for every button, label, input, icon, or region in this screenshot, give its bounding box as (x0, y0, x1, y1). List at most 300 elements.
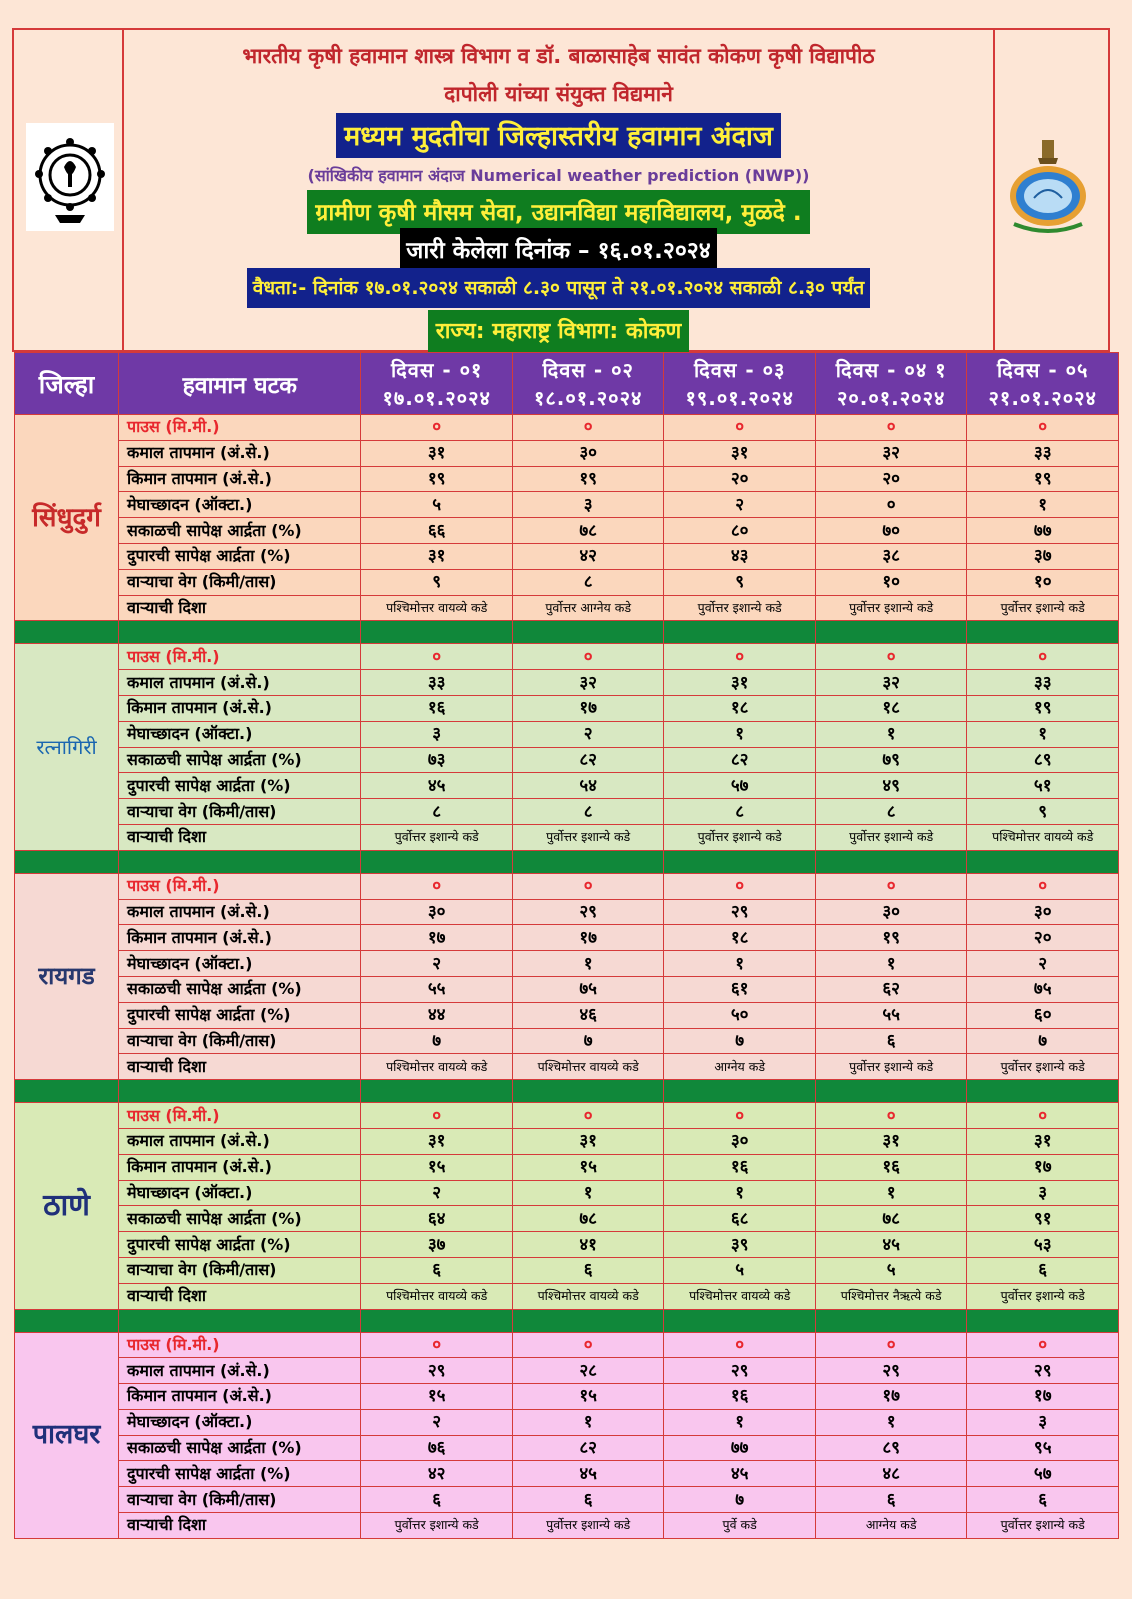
table-row (15, 644, 1119, 670)
left-logo-cell (14, 30, 124, 350)
value-cell: ४४ (361, 1002, 513, 1028)
value-cell: ३१ (664, 670, 816, 696)
value-cell: ७ (664, 1028, 816, 1054)
value-cell: ० (815, 1332, 967, 1358)
parameter-label: कमाल तापमान (अं.से.) (119, 899, 361, 925)
parameter-label: वाऱ्याची दिशा (119, 595, 361, 621)
parameter-label: कमाल तापमान (अं.से.) (119, 1358, 361, 1384)
district-name-sindhudurg: सिंधुदुर्ग (15, 415, 119, 621)
parameter-label: पाउस (मि.मी.) (119, 873, 361, 899)
table-row (15, 670, 1119, 696)
value-cell: ६ (967, 1257, 1119, 1283)
value-cell: १५ (361, 1154, 513, 1180)
value-cell: ४५ (361, 773, 513, 799)
district-name-ratnagiri: रत्नागिरी (15, 644, 119, 850)
value-cell: ० (512, 1332, 664, 1358)
value-cell: १९ (815, 925, 967, 951)
value-cell: १७ (512, 695, 664, 721)
university-emblem-icon (26, 123, 114, 231)
value-cell: २९ (815, 1358, 967, 1384)
value-cell: १६ (664, 1154, 816, 1180)
value-cell: २ (361, 1409, 513, 1435)
table-row (15, 492, 1119, 518)
table-row (15, 1232, 1119, 1258)
district-separator (15, 1309, 1119, 1332)
value-cell: ४६ (512, 1002, 664, 1028)
parameter-label: सकाळची सापेक्ष आर्द्रता (%) (119, 1435, 361, 1461)
value-cell: ३२ (512, 670, 664, 696)
header-line-1: भारतीय कृषी हवामान शास्त्र विभाग व डॉ. बाळासाहेब सावंत कोकण कृषी विद्यापीठ (242, 44, 875, 68)
value-cell: ६४ (361, 1206, 513, 1232)
parameter-label: मेघाच्छादन (ऑक्टा.) (119, 1409, 361, 1435)
wind-direction-cell: पुर्वोत्तर इशान्ये कडे (967, 1054, 1119, 1080)
value-cell: ३७ (361, 1232, 513, 1258)
value-cell: ३९ (664, 1232, 816, 1258)
value-cell: २९ (967, 1358, 1119, 1384)
value-cell: ६६ (361, 518, 513, 544)
value-cell: ७८ (512, 518, 664, 544)
wind-direction-cell: पुर्वोत्तर इशान्ये कडे (967, 595, 1119, 621)
service-name: ग्रामीण कृषी मौसम सेवा, उद्यानविद्या महाविद्यालय, मुळदे . (307, 190, 809, 234)
value-cell: ० (967, 1103, 1119, 1129)
value-cell: १७ (967, 1384, 1119, 1410)
value-cell: ३१ (361, 1128, 513, 1154)
wind-direction-cell: पश्चिमोत्तर वायव्ये कडे (361, 595, 513, 621)
parameter-label: किमान तापमान (अं.से.) (119, 695, 361, 721)
issued-date: जारी केलेला दिनांक – १६.०१.२०२४ (400, 228, 716, 272)
value-cell: ७६ (361, 1435, 513, 1461)
value-cell: १९ (967, 466, 1119, 492)
parameter-label: मेघाच्छादन (ऑक्टा.) (119, 492, 361, 518)
value-cell: २ (361, 951, 513, 977)
wind-direction-cell: पुर्वोत्तर इशान्ये कडे (967, 1283, 1119, 1309)
parameter-label: वाऱ्याचा वेग (किमी/तास) (119, 569, 361, 595)
value-cell: १ (512, 1409, 664, 1435)
value-cell: २८ (512, 1358, 664, 1384)
wind-direction-cell: पुर्वे कडे (664, 1513, 816, 1539)
parameter-label: दुपारची सापेक्ष आर्द्रता (%) (119, 1461, 361, 1487)
value-cell: ६ (815, 1487, 967, 1513)
value-cell: १ (664, 721, 816, 747)
value-cell: ० (512, 1103, 664, 1129)
value-cell: ८२ (512, 1435, 664, 1461)
value-cell: ६८ (664, 1206, 816, 1232)
parameter-label: मेघाच्छादन (ऑक्टा.) (119, 1180, 361, 1206)
value-cell: ३० (361, 899, 513, 925)
district-separator (15, 850, 1119, 873)
parameter-column-header: हवामान घटक (119, 353, 361, 415)
value-cell: ३ (967, 1180, 1119, 1206)
table-row (15, 595, 1119, 621)
table-row (15, 518, 1119, 544)
value-cell: ० (815, 644, 967, 670)
value-cell: १५ (512, 1154, 664, 1180)
parameter-label: दुपारची सापेक्ष आर्द्रता (%) (119, 773, 361, 799)
parameter-label: दुपारची सापेक्ष आर्द्रता (%) (119, 1232, 361, 1258)
value-cell: ० (815, 1103, 967, 1129)
value-cell: ६ (361, 1487, 513, 1513)
value-cell: ३३ (361, 670, 513, 696)
parameter-label: पाउस (मि.मी.) (119, 644, 361, 670)
table-row (15, 1487, 1119, 1513)
value-cell: ७९ (815, 747, 967, 773)
value-cell: ३१ (361, 543, 513, 569)
parameter-label: किमान तापमान (अं.से.) (119, 466, 361, 492)
wind-direction-cell: पुर्वोत्तर इशान्ये कडे (967, 1513, 1119, 1539)
value-cell: १ (664, 1180, 816, 1206)
table-row (15, 899, 1119, 925)
value-cell: ५१ (967, 773, 1119, 799)
table-row (15, 951, 1119, 977)
value-cell: ५ (664, 1257, 816, 1283)
district-name-raigad: रायगड (15, 873, 119, 1079)
value-cell: १ (815, 951, 967, 977)
header-subtitle: (सांखिकीय हवामान अंदाज Numerical weather prediction (NWP)) (307, 166, 810, 185)
value-cell: १६ (815, 1154, 967, 1180)
value-cell: ८ (361, 799, 513, 825)
value-cell: ३० (664, 1128, 816, 1154)
value-cell: ० (815, 415, 967, 441)
value-cell: ५ (815, 1257, 967, 1283)
value-cell: १ (512, 951, 664, 977)
value-cell: ४२ (361, 1461, 513, 1487)
value-cell: ४५ (664, 1461, 816, 1487)
value-cell: ४८ (815, 1461, 967, 1487)
value-cell: १८ (664, 695, 816, 721)
value-cell: ३१ (967, 1128, 1119, 1154)
table-header-row (15, 353, 1119, 415)
value-cell: ७७ (967, 518, 1119, 544)
table-row (15, 1103, 1119, 1129)
district-separator (15, 1080, 1119, 1103)
value-cell: ५५ (815, 1002, 967, 1028)
page-title: मध्यम मुदतीचा जिल्हास्तरीय हवामान अंदाज (336, 113, 781, 158)
value-cell: ७५ (967, 976, 1119, 1002)
parameter-label: पाउस (मि.मी.) (119, 1103, 361, 1129)
value-cell: २ (512, 721, 664, 747)
wind-direction-cell: पुर्वोत्तर आग्नेय कडे (512, 595, 664, 621)
value-cell: ५० (664, 1002, 816, 1028)
value-cell: १९ (512, 466, 664, 492)
value-cell: ३१ (361, 440, 513, 466)
wind-direction-cell: आग्नेय कडे (664, 1054, 816, 1080)
value-cell: ९१ (967, 1206, 1119, 1232)
table-row (15, 976, 1119, 1002)
value-cell: ८९ (815, 1435, 967, 1461)
parameter-label: कमाल तापमान (अं.से.) (119, 1128, 361, 1154)
table-row (15, 543, 1119, 569)
value-cell: ८९ (967, 747, 1119, 773)
district-name-palghar: पालघर (15, 1332, 119, 1538)
value-cell: ७३ (361, 747, 513, 773)
value-cell: २९ (512, 899, 664, 925)
table-row (15, 1384, 1119, 1410)
value-cell: २९ (361, 1358, 513, 1384)
wind-direction-cell: पुर्वोत्तर इशान्ये कडे (815, 595, 967, 621)
parameter-label: किमान तापमान (अं.से.) (119, 925, 361, 951)
table-row (15, 1028, 1119, 1054)
value-cell: २९ (664, 1358, 816, 1384)
table-row (15, 1283, 1119, 1309)
table-row (15, 747, 1119, 773)
parameter-label: वाऱ्याचा वेग (किमी/तास) (119, 799, 361, 825)
value-cell: १ (815, 721, 967, 747)
value-cell: ५७ (967, 1461, 1119, 1487)
wind-direction-cell: पश्चिमोत्तर वायव्ये कडे (512, 1283, 664, 1309)
value-cell: ७ (967, 1028, 1119, 1054)
value-cell: ० (361, 873, 513, 899)
wind-direction-cell: पुर्वोत्तर इशान्ये कडे (664, 824, 816, 850)
value-cell: ३० (512, 440, 664, 466)
value-cell: १९ (967, 695, 1119, 721)
parameter-label: पाउस (मि.मी.) (119, 415, 361, 441)
value-cell: ४२ (512, 543, 664, 569)
value-cell: ४५ (815, 1232, 967, 1258)
value-cell: १६ (664, 1384, 816, 1410)
validity-period: वैधता:- दिनांक १७.०१.२०२४ सकाळी ८.३० पासून ते २१.०१.२०२४ सकाळी ८.३० पर्यंत (247, 268, 870, 308)
value-cell: ६२ (815, 976, 967, 1002)
value-cell: ३ (361, 721, 513, 747)
table-row (15, 1435, 1119, 1461)
value-cell: ७० (815, 518, 967, 544)
value-cell: ० (815, 873, 967, 899)
table-row (15, 1358, 1119, 1384)
imd-emblem-icon (1003, 138, 1093, 238)
value-cell: ५५ (361, 976, 513, 1002)
district-separator (15, 621, 1119, 644)
value-cell: ६० (967, 1002, 1119, 1028)
table-row (15, 569, 1119, 595)
wind-direction-cell: पश्चिमोत्तर वायव्ये कडे (664, 1283, 816, 1309)
right-logo-cell (993, 30, 1108, 350)
value-cell: ३८ (815, 543, 967, 569)
value-cell: १९ (361, 466, 513, 492)
value-cell: १ (815, 1409, 967, 1435)
parameter-label: दुपारची सापेक्ष आर्द्रता (%) (119, 1002, 361, 1028)
wind-direction-cell: पश्चिमोत्तर वायव्ये कडे (512, 1054, 664, 1080)
value-cell: ५७ (664, 773, 816, 799)
value-cell: ० (967, 873, 1119, 899)
wind-direction-cell: पुर्वोत्तर इशान्ये कडे (815, 824, 967, 850)
value-cell: ६ (512, 1257, 664, 1283)
table-row (15, 1002, 1119, 1028)
table-row (15, 1409, 1119, 1435)
value-cell: २ (361, 1180, 513, 1206)
value-cell: ० (361, 644, 513, 670)
value-cell: १ (664, 951, 816, 977)
value-cell: ३७ (967, 543, 1119, 569)
value-cell: ३२ (815, 670, 967, 696)
value-cell: ३ (967, 1409, 1119, 1435)
value-cell: ४५ (512, 1461, 664, 1487)
table-row (15, 925, 1119, 951)
wind-direction-cell: पश्चिमोत्तर वायव्ये कडे (361, 1054, 513, 1080)
table-row (15, 1461, 1119, 1487)
parameter-label: पाउस (मि.मी.) (119, 1332, 361, 1358)
table-row (15, 824, 1119, 850)
value-cell: १ (967, 721, 1119, 747)
value-cell: ९ (361, 569, 513, 595)
wind-direction-cell: पुर्वोत्तर इशान्ये कडे (512, 824, 664, 850)
value-cell: ९ (664, 569, 816, 595)
parameter-label: वाऱ्याचा वेग (किमी/तास) (119, 1487, 361, 1513)
value-cell: ५ (361, 492, 513, 518)
value-cell: ३१ (815, 1128, 967, 1154)
parameter-label: किमान तापमान (अं.से.) (119, 1154, 361, 1180)
value-cell: ६ (512, 1487, 664, 1513)
value-cell: ० (361, 1332, 513, 1358)
table-row (15, 1154, 1119, 1180)
value-cell: ४१ (512, 1232, 664, 1258)
wind-direction-cell: पश्चिमोत्तर वायव्ये कडे (361, 1283, 513, 1309)
header-banner (12, 28, 1110, 352)
value-cell: २० (815, 466, 967, 492)
table-row (15, 1257, 1119, 1283)
day-1-header: दिवस - ०१ १७.०१.२०२४ (361, 353, 513, 415)
value-cell: १७ (815, 1384, 967, 1410)
value-cell: ६१ (664, 976, 816, 1002)
parameter-label: कमाल तापमान (अं.से.) (119, 440, 361, 466)
value-cell: २९ (664, 899, 816, 925)
wind-direction-cell: पुर्वोत्तर इशान्ये कडे (361, 1513, 513, 1539)
parameter-label: कमाल तापमान (अं.से.) (119, 670, 361, 696)
value-cell: ८२ (512, 747, 664, 773)
value-cell: ७ (361, 1028, 513, 1054)
value-cell: ७८ (512, 1206, 664, 1232)
value-cell: ० (664, 415, 816, 441)
value-cell: १० (967, 569, 1119, 595)
forecast-table (14, 352, 1119, 1539)
table-row (15, 440, 1119, 466)
day-2-header: दिवस - ०२ १८.०१.२०२४ (512, 353, 664, 415)
value-cell: ३० (967, 899, 1119, 925)
value-cell: १० (815, 569, 967, 595)
value-cell: ८ (512, 569, 664, 595)
parameter-label: मेघाच्छादन (ऑक्टा.) (119, 951, 361, 977)
value-cell: १ (967, 492, 1119, 518)
value-cell: ० (967, 644, 1119, 670)
region-label: राज्य: महाराष्ट्र विभाग: कोकण (428, 310, 690, 353)
day-5-header: दिवस - ०५ २१.०१.२०२४ (967, 353, 1119, 415)
value-cell: ६ (815, 1028, 967, 1054)
value-cell: २ (664, 492, 816, 518)
wind-direction-cell: पश्चिमोत्तर नैऋत्ये कडे (815, 1283, 967, 1309)
value-cell: ० (967, 1332, 1119, 1358)
table-row (15, 773, 1119, 799)
value-cell: ७८ (815, 1206, 967, 1232)
value-cell: ० (361, 1103, 513, 1129)
value-cell: ४३ (664, 543, 816, 569)
table-row (15, 1128, 1119, 1154)
parameter-label: किमान तापमान (अं.से.) (119, 1384, 361, 1410)
parameter-label: वाऱ्याचा वेग (किमी/तास) (119, 1028, 361, 1054)
value-cell: ७५ (512, 976, 664, 1002)
value-cell: १६ (361, 695, 513, 721)
value-cell: ३२ (815, 440, 967, 466)
value-cell: ० (512, 873, 664, 899)
district-name-thane: ठाणे (15, 1103, 119, 1309)
parameter-label: वाऱ्याची दिशा (119, 824, 361, 850)
parameter-label: वाऱ्याची दिशा (119, 1283, 361, 1309)
table-row (15, 1054, 1119, 1080)
value-cell: ० (512, 415, 664, 441)
value-cell: ८ (512, 799, 664, 825)
wind-direction-cell: पुर्वोत्तर इशान्ये कडे (664, 595, 816, 621)
table-row (15, 1332, 1119, 1358)
value-cell: ७ (664, 1487, 816, 1513)
value-cell: ० (664, 873, 816, 899)
value-cell: ० (664, 644, 816, 670)
value-cell: २० (967, 925, 1119, 951)
value-cell: ३१ (512, 1128, 664, 1154)
district-column-header: जिल्हा (15, 353, 119, 415)
table-row (15, 1513, 1119, 1539)
value-cell: १ (815, 1180, 967, 1206)
value-cell: ३ (512, 492, 664, 518)
parameter-label: मेघाच्छादन (ऑक्टा.) (119, 721, 361, 747)
value-cell: ९५ (967, 1435, 1119, 1461)
table-row (15, 466, 1119, 492)
table-row (15, 1206, 1119, 1232)
value-cell: ० (967, 415, 1119, 441)
value-cell: ४९ (815, 773, 967, 799)
parameter-label: सकाळची सापेक्ष आर्द्रता (%) (119, 1206, 361, 1232)
value-cell: २ (967, 951, 1119, 977)
wind-direction-cell: आग्नेय कडे (815, 1513, 967, 1539)
value-cell: ८ (815, 799, 967, 825)
parameter-label: वाऱ्याचा वेग (किमी/तास) (119, 1257, 361, 1283)
value-cell: ५४ (512, 773, 664, 799)
wind-direction-cell: पुर्वोत्तर इशान्ये कडे (815, 1054, 967, 1080)
table-row (15, 873, 1119, 899)
value-cell: १५ (361, 1384, 513, 1410)
wind-direction-cell: पुर्वोत्तर इशान्ये कडे (361, 824, 513, 850)
table-row (15, 721, 1119, 747)
day-3-header: दिवस - ०३ १९.०१.२०२४ (664, 353, 816, 415)
value-cell: ० (815, 492, 967, 518)
value-cell: ३० (815, 899, 967, 925)
day-4-header: दिवस - ०४ १ २०.०१.२०२४ (815, 353, 967, 415)
value-cell: ९ (967, 799, 1119, 825)
value-cell: ६ (361, 1257, 513, 1283)
value-cell: ७ (512, 1028, 664, 1054)
table-row (15, 1180, 1119, 1206)
value-cell: ५३ (967, 1232, 1119, 1258)
value-cell: १७ (512, 925, 664, 951)
value-cell: ३१ (664, 440, 816, 466)
table-row (15, 799, 1119, 825)
wind-direction-cell: पुर्वोत्तर इशान्ये कडे (512, 1513, 664, 1539)
parameter-label: सकाळची सापेक्ष आर्द्रता (%) (119, 976, 361, 1002)
value-cell: ० (361, 415, 513, 441)
value-cell: १७ (967, 1154, 1119, 1180)
value-cell: ० (664, 1332, 816, 1358)
table-row (15, 415, 1119, 441)
parameter-label: सकाळची सापेक्ष आर्द्रता (%) (119, 747, 361, 773)
table-row (15, 695, 1119, 721)
header-line-2: दापोली यांच्या संयुक्त विद्यमाने (444, 82, 673, 106)
wind-direction-cell: पश्चिमोत्तर वायव्ये कडे (967, 824, 1119, 850)
parameter-label: वाऱ्याची दिशा (119, 1054, 361, 1080)
value-cell: २० (664, 466, 816, 492)
value-cell: ८० (664, 518, 816, 544)
parameter-label: दुपारची सापेक्ष आर्द्रता (%) (119, 543, 361, 569)
value-cell: ७७ (664, 1435, 816, 1461)
value-cell: १५ (512, 1384, 664, 1410)
value-cell: ८२ (664, 747, 816, 773)
value-cell: ६ (967, 1487, 1119, 1513)
value-cell: ८ (664, 799, 816, 825)
